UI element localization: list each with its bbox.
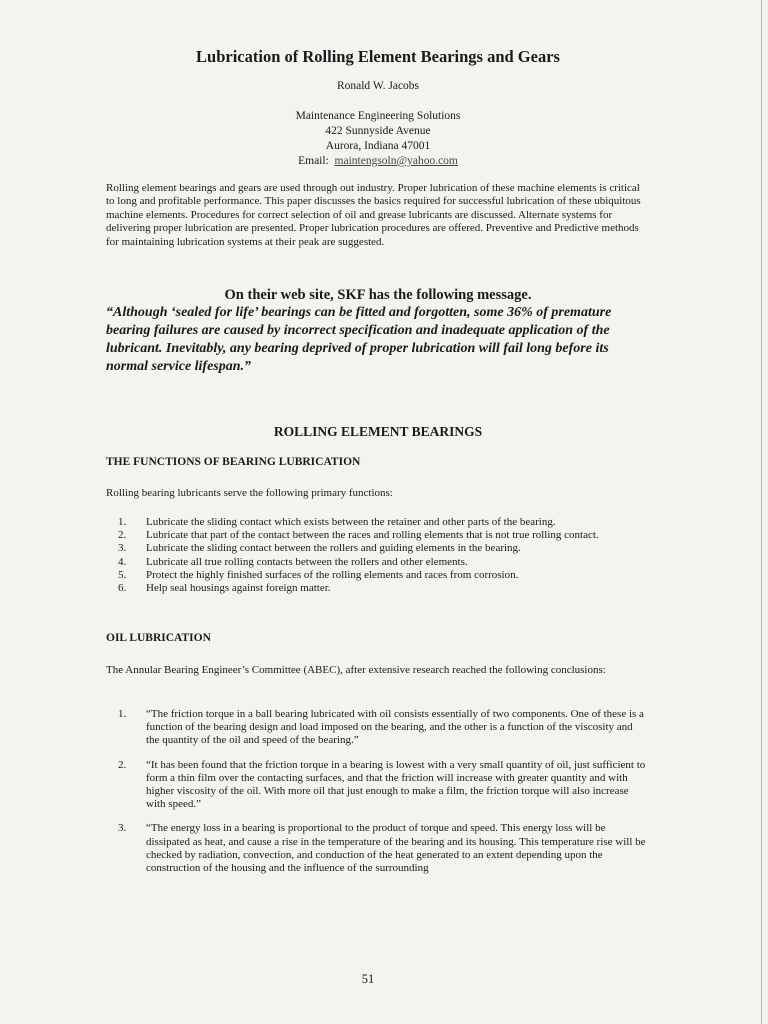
list-text: Lubricate the sliding contact between the rollers and guiding elements in the bearing.: [146, 542, 521, 555]
list-number: 1.: [118, 708, 127, 720]
list-item: [118, 708, 646, 748]
list-number: 1.: [118, 516, 127, 528]
email-label: Email:: [298, 155, 329, 167]
scan-edge-line: [761, 0, 762, 1024]
list-text: “The friction torque in a ball bearing lubricated with oil consists essentially of two components. One of these is a function of the bearing design and load imposed on the bearing, and the other is a function of the viscosity and the quantity of the oil and speed of the bearing.”: [146, 708, 644, 747]
list-number: 5.: [118, 568, 127, 581]
subsection-heading-oil: OIL LUBRICATION: [106, 632, 211, 644]
list-text: Lubricate the sliding contact which exists between the retainer and other parts of the bearing.: [146, 516, 556, 528]
author-name: Ronald W. Jacobs: [336, 80, 420, 92]
list-number: 3.: [118, 822, 127, 835]
list-number: 2.: [118, 758, 127, 771]
list-number: 4.: [118, 555, 127, 568]
affiliation-line: Aurora, Indiana 47001: [325, 140, 431, 152]
list-item: [118, 556, 638, 569]
email-line: [0, 154, 756, 169]
list-text: Protect the highly finished surfaces of the rolling elements and races from corrosion.: [146, 568, 519, 581]
list-text: “The energy loss in a bearing is proportional to the product of torque and speed. This energy loss will be dissipated as heat, and cause a rise in the temperature of the bearing and its housing. This temperature rise will be checked by radiation, convection, and conduction of the heat generated to an extent depending upon the construction of the housing and the influence of the surrounding: [146, 822, 646, 875]
affiliation-line: 422 Sunnyside Avenue: [325, 125, 431, 137]
paper-title: Lubrication of Rolling Element Bearings and Gears: [196, 47, 560, 66]
list-text: Help seal housings against foreign matter.: [146, 582, 331, 595]
subsection-heading-functions: THE FUNCTIONS OF BEARING LUBRICATION: [106, 456, 361, 468]
list-item: [118, 529, 638, 542]
skf-heading: On their web site, SKF has the following message.: [224, 287, 532, 303]
page-number: 51: [361, 972, 375, 986]
conclusions-list: [118, 708, 646, 886]
affiliation-block: [0, 109, 756, 169]
abstract-paragraph: Rolling element bearings and gears are used through out industry. Proper lubrication of these machine elements is critical to long and profitable performance. This paper discusses the basics required for successful lubrication of these ubiquitous machine elements. Procedures for correct selection of oil and grease lubricants are discussed. Alternate systems for delivering proper lubrication are presented. Proper lubrication procedures are offered. Preventive and Predictive methods for maintaining lubrication systems at their peak are suggested.: [106, 182, 641, 248]
skf-quote: “Although ‘sealed for life’ bearings can be fitted and forgotten, some 36% of premature bearing failures are caused by incorrect specification and inadequate application of the lubricant. Inevitably, any bearing deprived of proper lubrication will fail long before its normal service lifespan.”: [106, 305, 612, 374]
list-number: 3.: [118, 542, 127, 555]
list-text: Lubricate all true rolling contacts between the rollers and other elements.: [146, 555, 468, 568]
list-item: [118, 582, 638, 595]
functions-list: [118, 516, 638, 595]
list-item: [118, 569, 638, 582]
list-text: “It has been found that the friction torque in a bearing is lowest with a very small quantity of oil, just sufficient to form a thin film over the contacting surfaces, and that the friction will increase with greater quantity and with higher viscosity of the oil. With more oil that just enough to make a film, the friction torque will also increase with speed.”: [146, 758, 646, 811]
list-item: [118, 759, 646, 812]
list-item: [118, 822, 646, 875]
functions-intro: Rolling bearing lubricants serve the following primary functions:: [106, 487, 393, 499]
affiliation-line: Maintenance Engineering Solutions: [295, 110, 461, 122]
email-link[interactable]: maintengsoln@yahoo.com: [334, 155, 458, 167]
list-text: Lubricate that part of the contact between the races and rolling elements that is not true rolling contact.: [146, 529, 599, 542]
section-heading: ROLLING ELEMENT BEARINGS: [273, 424, 483, 439]
list-item: [118, 542, 638, 555]
list-number: 2.: [118, 529, 127, 542]
oil-intro: The Annular Bearing Engineer’s Committee (ABEC), after extensive research reached the following conclusions:: [106, 664, 606, 676]
list-number: 6.: [118, 582, 127, 595]
list-item: [118, 516, 638, 529]
